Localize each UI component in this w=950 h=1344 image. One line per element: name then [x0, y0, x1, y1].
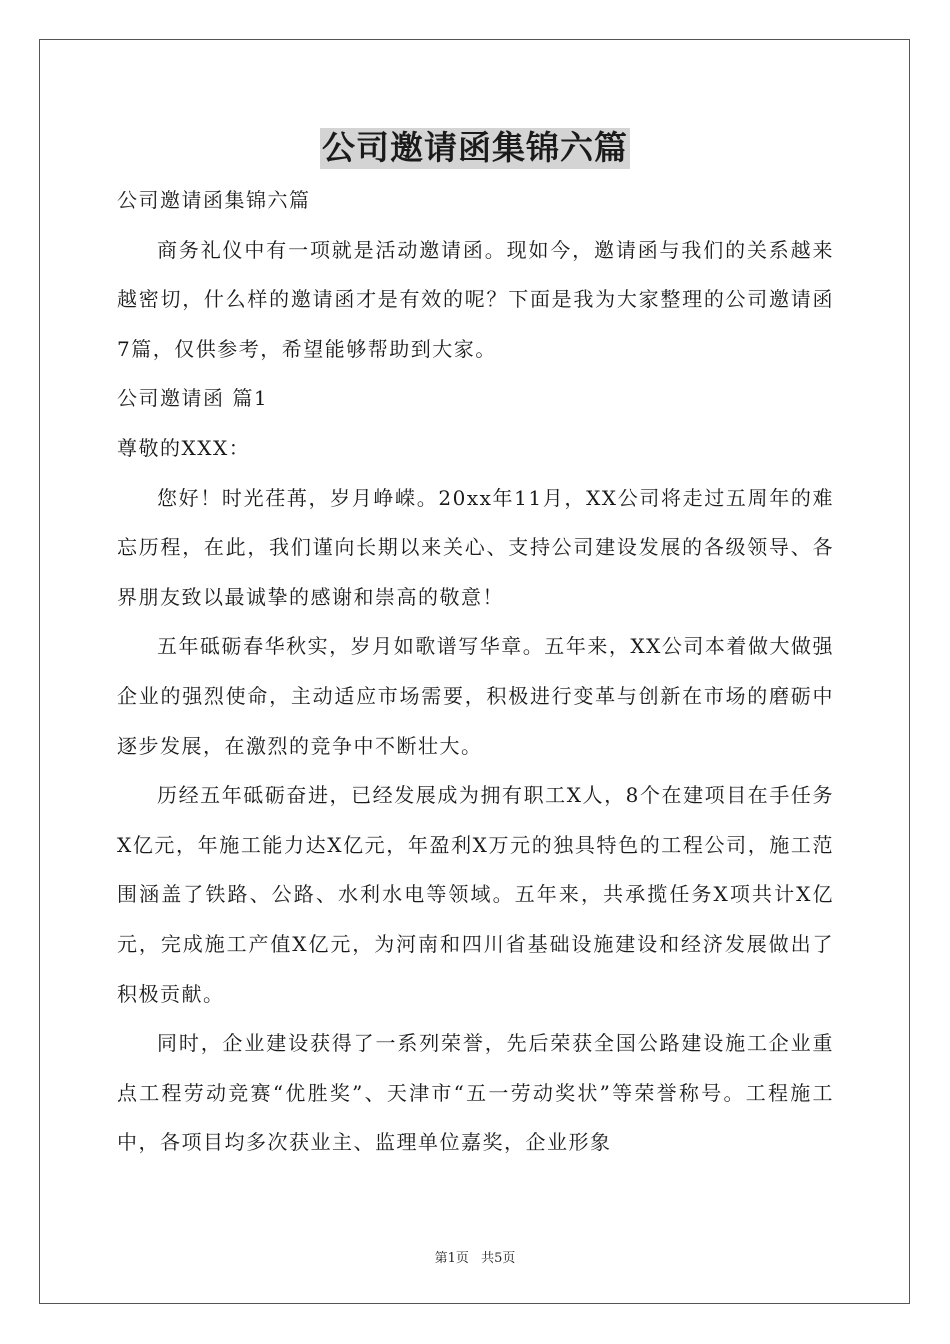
- document-title: [0, 128, 950, 169]
- letter-paragraph: 五年砥砺春华秋实，岁月如歌谱写华章。五年来，XX公司本着做大做强企业的强烈使命，主动适应市场需要，积极进行变革与创新在市场的磨砺中逐步发展，在激烈的竞争中不断壮大。: [117, 634, 834, 758]
- document-body: [117, 176, 834, 1168]
- page-total: 共5页: [481, 1251, 516, 1266]
- letter-paragraph: 您好！时光荏苒，岁月峥嵘。20xx年11月，XX公司将走过五周年的难忘历程，在此，我们谨向长期以来关心、支持公司建设发展的各级领导、各界朋友致以最诚挚的感谢和崇高的敬意！: [117, 485, 834, 609]
- letter-salutation: 尊敬的XXX：: [117, 435, 251, 460]
- section-heading: 公司邀请函 篇1: [117, 386, 269, 411]
- document-subtitle: 公司邀请函集锦六篇: [117, 188, 311, 212]
- letter-paragraph: 同时，企业建设获得了一系列荣誉，先后荣获全国公路建设施工企业重点工程劳动竞赛“优胜奖”、天津市“五一劳动奖状”等荣誉称号。工程施工中，各项目均多次获业主、监理单位嘉奖，企业形象: [117, 1031, 834, 1155]
- letter-paragraph: 历经五年砥砺奋进，已经发展成为拥有职工X人，8个在建项目在手任务X亿元，年施工能力达X亿元，年盈利X万元的独具特色的工程公司，施工范围涵盖了铁路、公路、水利水电等领域。五年来，共承揽任务X项共计X亿元，完成施工产值X亿元，为河南和四川省基础设施建设和经济发展做出了积极贡献。: [117, 783, 834, 1006]
- intro-paragraph: 商务礼仪中有一项就是活动邀请函。现如今，邀请函与我们的关系越来越密切，什么样的邀请函才是有效的呢？下面是我为大家整理的公司邀请函7篇，仅供参考，希望能够帮助到大家。: [117, 237, 834, 361]
- page-number: 第1页: [434, 1251, 469, 1266]
- document-title-text: 公司邀请函集锦六篇: [322, 128, 628, 167]
- page-footer: [0, 1247, 950, 1266]
